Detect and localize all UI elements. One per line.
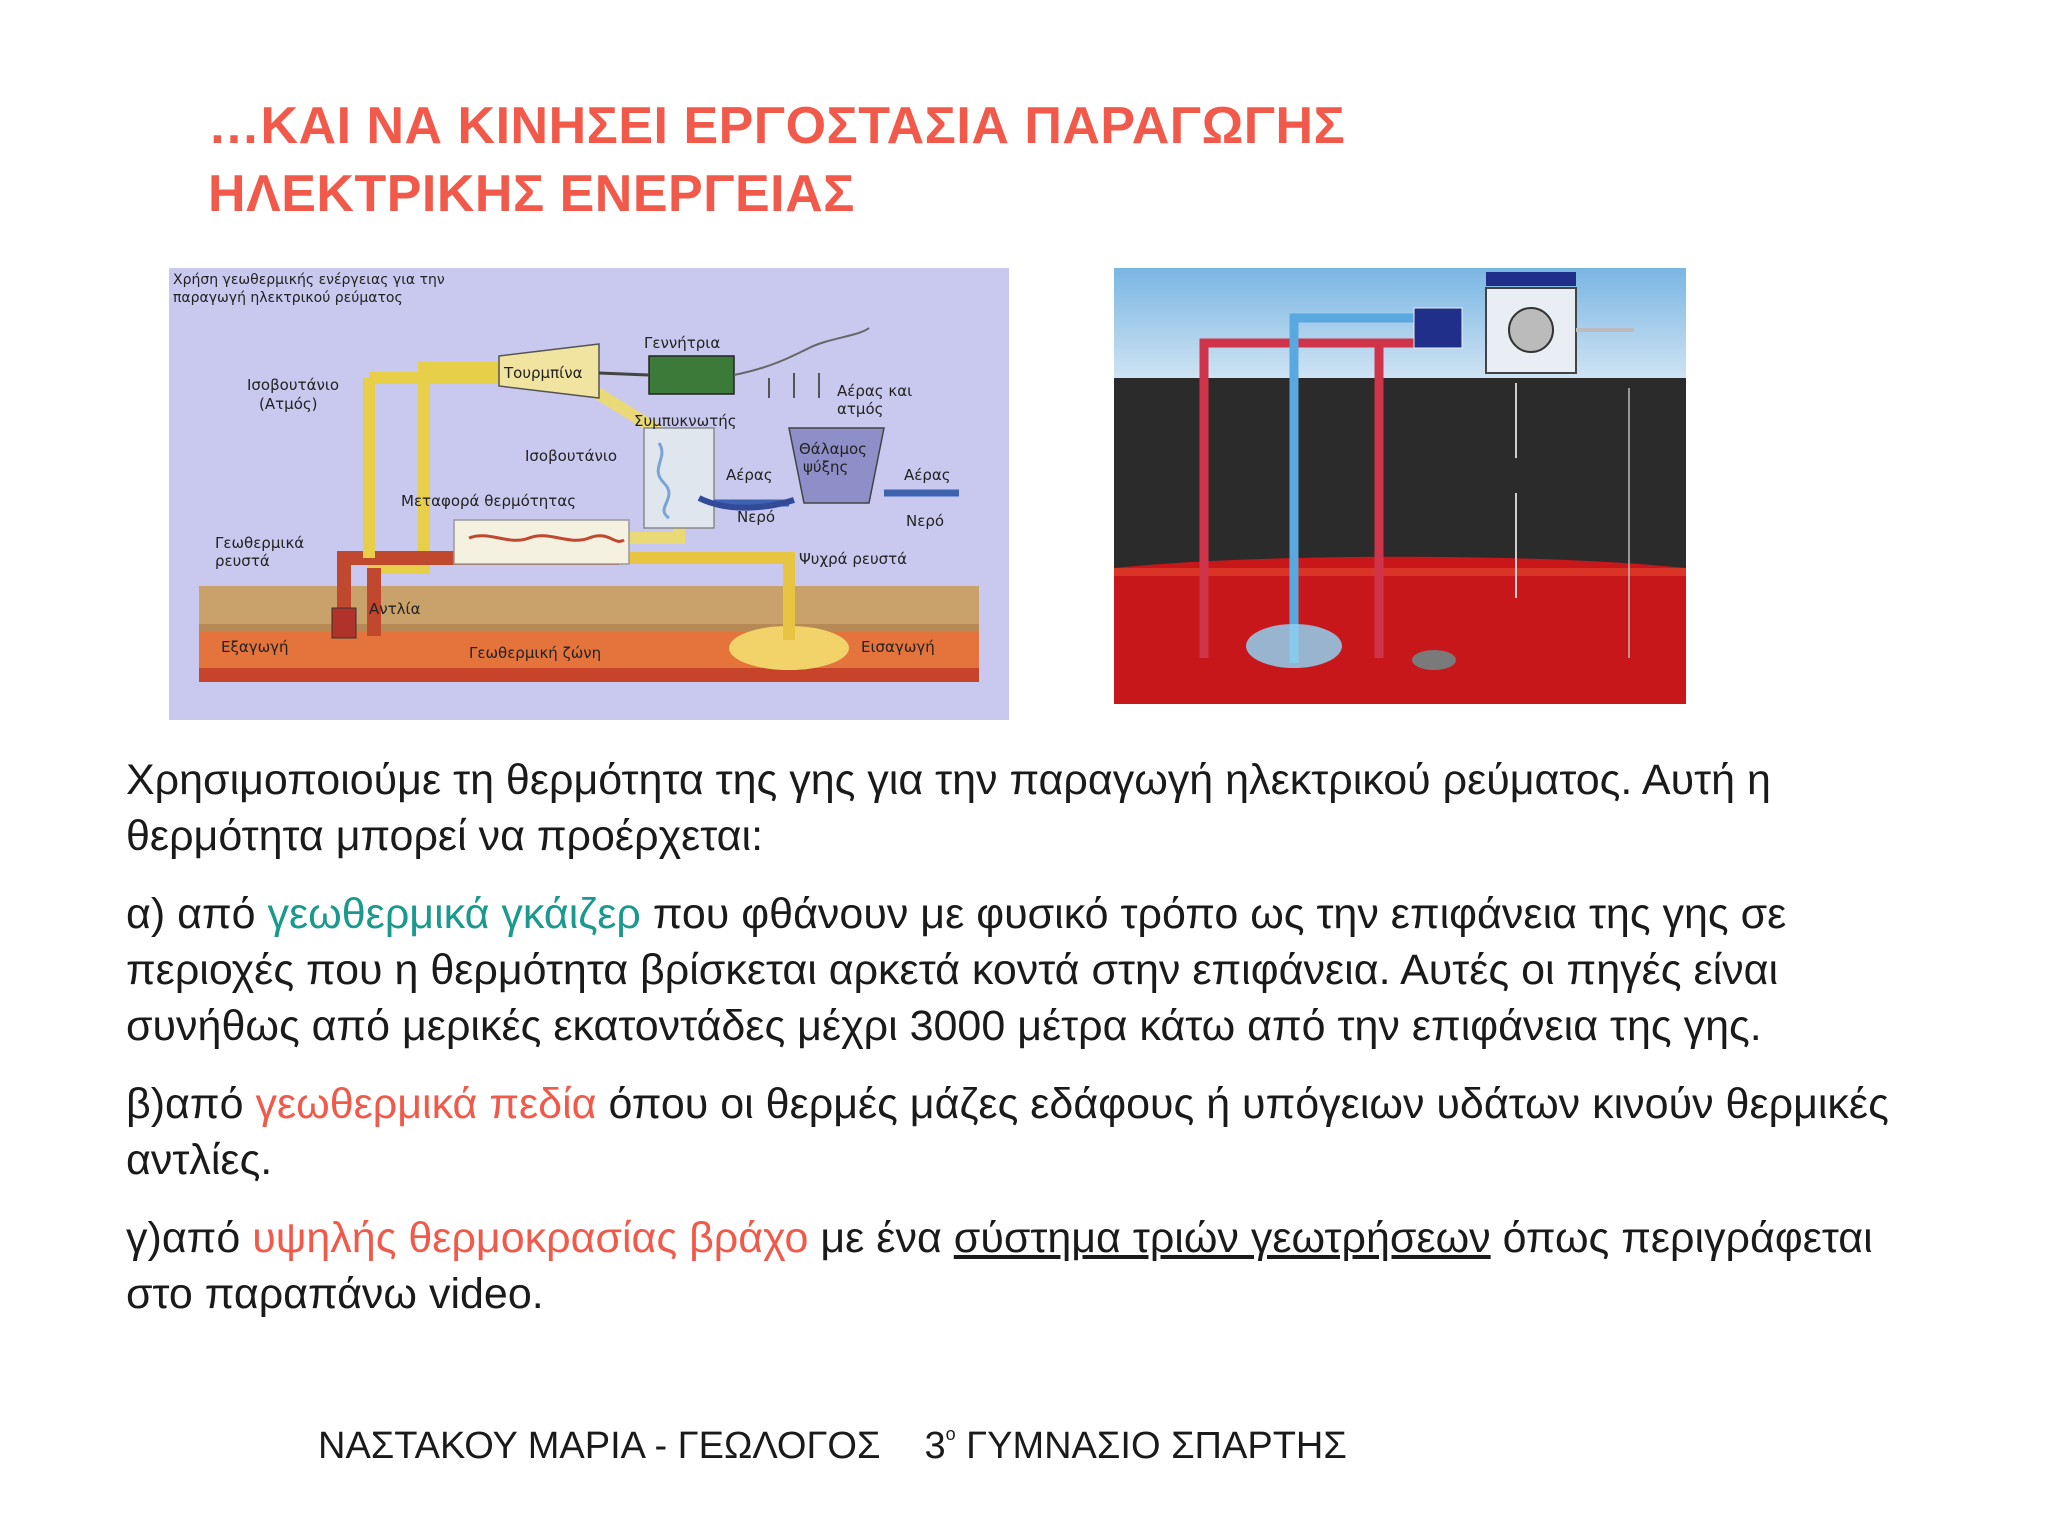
label-injection: Εισαγωγή [861,638,935,656]
highlight-fields: γεωθερμικά πεδία [255,1080,597,1128]
label-water-right: Νερό [906,512,945,530]
label-isobutane: Ισοβουτάνιο [525,447,618,465]
footer [318,1410,1347,1470]
label-extraction: Εξαγωγή [221,638,289,656]
label-heat-transfer: Μεταφορά θερμότητας [401,492,577,510]
enhanced-geothermal-system-diagram [1114,268,1686,704]
slide-title-line-2: ΗΛΕΚΤΡΙΚΗΣ ΕΝΕΡΓΕΙΑΣ [208,165,855,223]
figure1-caption-line1: Χρήση γεωθερμικής ενέργειας για την [173,272,445,288]
footer-author: ΝΑΣΤΑΚΟΥ ΜΑΡΙΑ - ΓΕΩΛΟΓΟΣ [318,1425,881,1467]
label-geo-zone: Γεωθερμική ζώνη [469,644,602,662]
label-air-right: Αέρας [904,466,951,484]
label-water-left: Νερό [737,508,776,526]
figure1-caption-line2: παραγωγή ηλεκτρικού ρεύματος [173,290,403,306]
label-cooling-2: ψύξης [803,458,849,476]
paragraph-hot-rock: γ)από υψηλής θερμοκρασίας βράχο με ένα σύστημα τριών γεωτρήσεων όπως περιγράφεται στο παραπάνω video. [126,1214,1873,1318]
label-turbine: Τουρμπίνα [504,364,583,382]
label-geo-fluids-2: ρευστά [215,552,270,570]
label-air-vapor-1: Αέρας και [837,382,913,400]
label-isobutane-vapor-2: (Ατμός) [259,395,318,413]
footer-school-name: ΓΥΜΝΑΣΙΟ ΣΠΑΡΤΗΣ [955,1425,1347,1467]
slide-title [208,92,1708,228]
label-geo-fluids-1: Γεωθερμικά [215,534,305,552]
label-pump: Αντλία [369,600,421,618]
label-cooling-1: Θάλαμος [799,440,867,458]
three-wells-link[interactable]: σύστημα τριών γεωτρήσεων [953,1214,1491,1262]
highlight-hot-rock: υψηλής θερμοκρασίας βράχο [252,1214,809,1262]
body-text [126,752,1906,1344]
slide-title-line-1: …ΚΑΙ ΝΑ ΚΙΝΗΣΕΙ ΕΡΓΟΣΤΑΣΙΑ ΠΑΡΑΓΩΓΗΣ [208,97,1346,155]
footer-school-superscript: ο [945,1424,956,1444]
paragraph-fields: β)από γεωθερμικά πεδία όπου οι θερμές μάζες εδάφους ή υπόγειων υδάτων κινούν θερμικές αντλίες. [126,1080,1889,1184]
highlight-geysers: γεωθερμικά γκάιζερ [267,890,641,938]
paragraph-geysers: α) από γεωθερμικά γκάιζερ που φθάνουν με φυσικό τρόπο ως την επιφάνεια της γης σε περιοχές που η θερμότητα βρίσκεται αρκετά κοντά στην επιφάνεια. Αυτές οι πηγές είναι συνήθως από μερικές εκατοντάδες μέχρι 3000 μέτρα κάτω από την επιφάνεια της γης. [126,890,1787,1050]
paragraph-intro: Χρησιμοποιούμε τη θερμότητα της γης για την παραγωγή ηλεκτρικού ρεύματος. Αυτή η θερμότητα μπορεί να προέρχεται: [126,756,1771,860]
label-isobutane-vapor-1: Ισοβουτάνιο [247,376,340,394]
label-air-vapor-2: ατμός [837,400,884,418]
label-air-left: Αέρας [726,466,773,484]
footer-school-number: 3 [924,1425,946,1467]
label-generator: Γεννήτρια [644,334,721,352]
label-condenser: Συμπυκνωτής [634,412,737,430]
label-cold-fluids: Ψυχρά ρευστά [799,550,908,568]
geothermal-plant-diagram [169,268,1009,720]
